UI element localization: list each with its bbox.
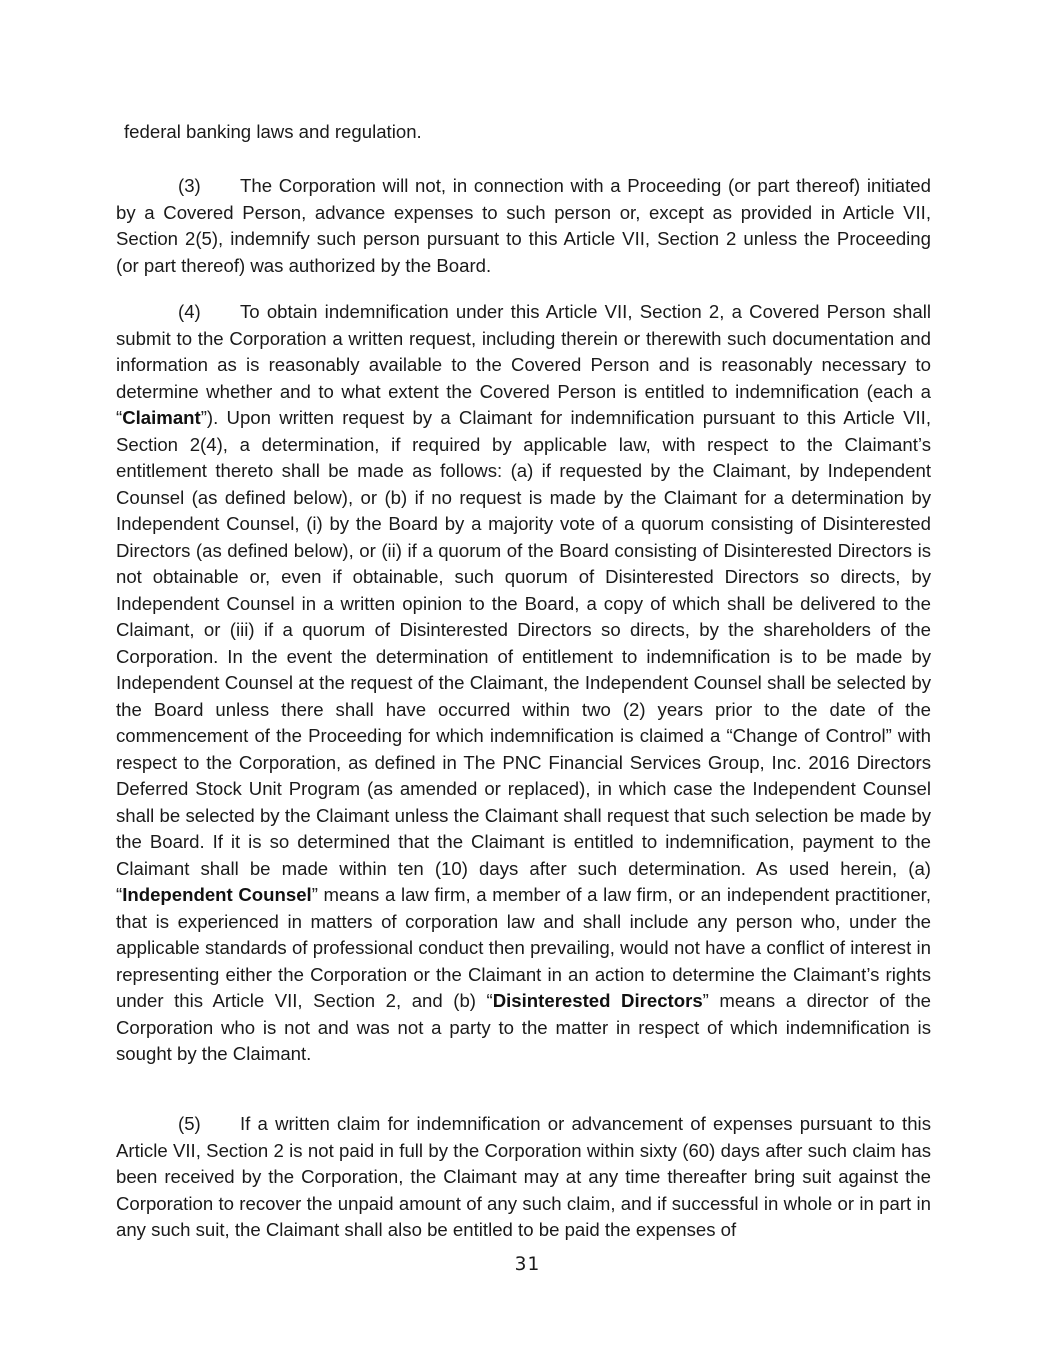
term-independent-counsel: Independent Counsel: [122, 884, 312, 905]
paragraph-4: [116, 299, 931, 1068]
paragraph-5: [116, 1111, 931, 1244]
paragraph-4-number: (4): [178, 301, 201, 322]
page-number: 31: [514, 1254, 541, 1275]
paragraph-4-text-b: ”). Upon written request by a Claimant for indemnification pursuant to this Article VII, Section 2(4), a determination, if required by applicable law, with respect to the Claimant’s entitlement thereto shall be made as follows: (a) if requested by the Claimant, by Independent Counsel (as defined below), or (b) if no request is made by the Claimant for a determination by Independent Counsel, (i) by the Board by a majority vote of a quorum consisting of Disinterested Directors (as defined below), or (ii) if a quorum of the Board consisting of Disinterested Directors is not obtainable or, even if obtainable, such quorum of Disinterested Directors so directs, by Independent Counsel in a written opinion to the Board, a copy of which shall be delivered to the Claimant, or (iii) if a quorum of Disinterested Directors so directs, by the shareholders of the Corporation. In the event the determination of entitlement to indemnification is to be made by Independent Counsel at the request of the Claimant, the Independent Counsel shall be selected by the Board unless there shall have occurred within two (2) years prior to the date of the commencement of the Proceeding for which indemnification is claimed a “Change of Control” with respect to the Corporation, as defined in The PNC Financial Services Group, Inc. 2016 Directors Deferred Stock Unit Program (as amended or replaced), in which case the Independent Counsel shall be selected by the Claimant unless the Claimant shall request that such selection be made by the Board. If it is so determined that the Claimant is entitled to indemnification, payment to the Claimant shall be made within ten (10) days after such determination. As used herein, (a) “: [116, 407, 931, 905]
paragraph-3-text: The Corporation will not, in connection with a Proceeding (or part thereof) initiated by a Covered Person, advance expenses to such person or, except as provided in Article VII, Section 2(5), indemnify such person pursuant to this Article VII, Section 2 unless the Proceeding (or part thereof) was authorized by the Board.: [116, 175, 931, 276]
paragraph-4-text-a: To obtain indemnification under this Article VII, Section 2, a Covered Person shall submit to the Corporation a written request, including therein or therewith such documentation and information as is reasonably available to the Covered Person and is reasonably necessary to determine whether and to what extent the Covered Person is entitled to indemnification (each a “: [116, 301, 931, 428]
paragraph-5-text: If a written claim for indemnification or advancement of expenses pursuant to this Article VII, Section 2 is not paid in full by the Corporation within sixty (60) days after such claim has been received by the Corporation, the Claimant may at any time thereafter bring suit against the Corporation to recover the unpaid amount of any such claim, and if successful in whole or in part in any such suit, the Claimant shall also be entitled to be paid the expenses of: [116, 1113, 931, 1240]
paragraph-3: [116, 173, 931, 279]
paragraph-5-number: (5): [178, 1113, 201, 1134]
paragraph-4-text-d: ” means a director of the Corporation who is not and was not a party to the matter in respect of which indemnification is sought by the Claimant.: [116, 990, 931, 1064]
paragraph-4-text-c: ” means a law firm, a member of a law firm, or an independent practitioner, that is experienced in matters of corporation law and shall include any person who, under the applicable standards of professional conduct then prevailing, would not have a conflict of interest in representing either the Corporation or the Claimant in an action to determine the Claimant’s rights under this Article VII, Section 2, and (b) “: [116, 884, 931, 1011]
term-claimant: Claimant: [122, 407, 201, 428]
term-disinterested-directors: Disinterested Directors: [492, 990, 703, 1011]
paragraph-3-number: (3): [178, 175, 201, 196]
continuation-text: federal banking laws and regulation.: [124, 121, 422, 142]
